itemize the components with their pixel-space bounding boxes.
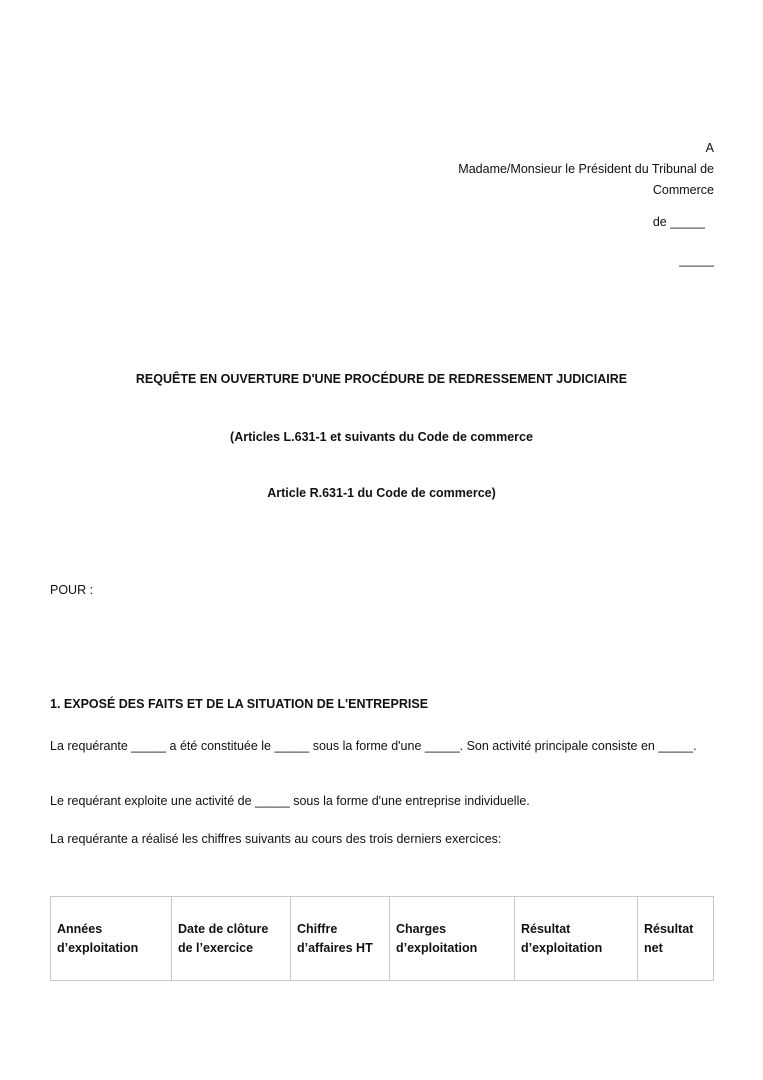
header-resultat-net: Résultat net [638,897,714,981]
section-1-heading: 1. EXPOSÉ DES FAITS ET DE LA SITUATION DE L'ENTREPRISE [50,697,429,711]
financial-table [50,896,714,981]
recipient-city-line: de _____ [652,215,705,229]
recipient-blank-line: _____ [679,253,714,267]
document-subtitle-article-r: Article R.631-1 du Code de commerce) [267,486,496,500]
section-1-paragraph-3: La requérante a réalisé les chiffres suivants au cours des trois derniers exercices: [50,832,502,846]
header-resultat-exploitation: Résultat d’exploitation [515,897,638,981]
header-annees: Années d’exploitation [51,897,172,981]
header-charges: Charges d’exploitation [390,897,515,981]
recipient-line-president: Madame/Monsieur le Président du Tribunal de [458,162,714,176]
section-1-paragraph-2: Le requérant exploite une activité de _____ sous la forme d'une entreprise individuelle. [50,794,530,808]
document-title: REQUÊTE EN OUVERTURE D'UNE PROCÉDURE DE REDRESSEMENT JUDICIAIRE [135,372,628,386]
header-date-cloture: Date de clôture de l’exercice [172,897,291,981]
pour-label: POUR : [50,583,94,597]
recipient-block [394,138,714,201]
header-chiffre-affaires: Chiffre d’affaires HT [291,897,390,981]
table-header-row [51,897,714,981]
section-1-paragraph-1: La requérante _____ a été constituée le _____ sous la forme d'une _____. Son activité principale consiste en _____. [50,739,697,753]
recipient-line-commerce: Commerce [652,183,714,197]
document-subtitle-articles: (Articles L.631-1 et suivants du Code de commerce [230,430,533,444]
recipient-line-a: A [705,141,714,155]
